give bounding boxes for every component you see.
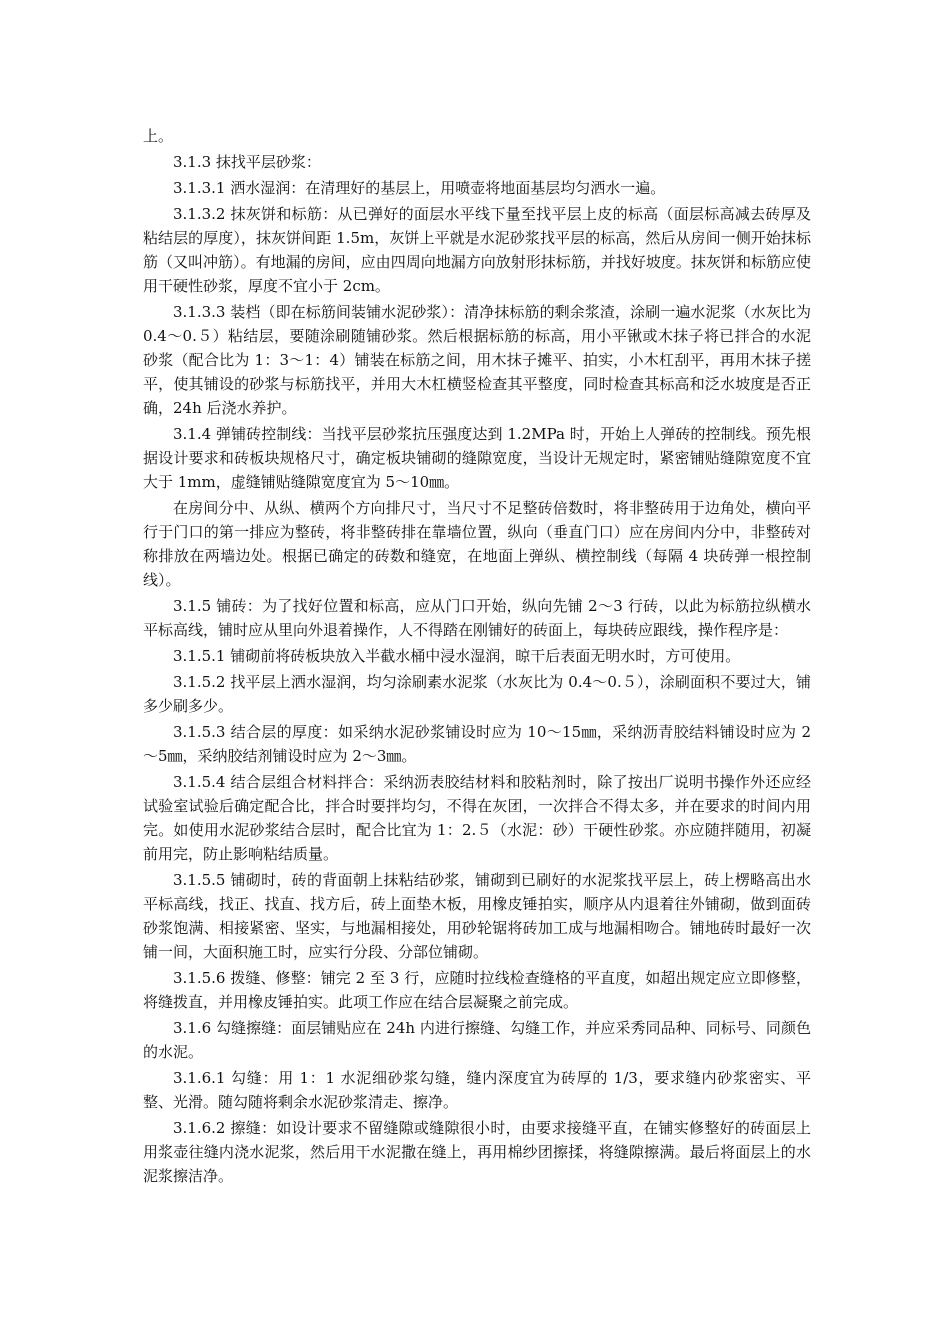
paragraph-3-1-4: 3.1.4 弹铺砖控制线：当找平层砂浆抗压强度达到 1.2MPa 时，开始上人弹砖的控制线。预先根据设计要求和砖板块规格尺寸，确定板块铺砌的缝隙宽度，当设计无规定时，紧密铺贴缝隙宽度不宜大于 1mm，虚缝铺贴缝隙宽度宜为 5～10㎜。 <box>143 425 811 491</box>
paragraph-3-1-5-6: 3.1.5.6 拨缝、修整：铺完 2 至 3 行，应随时拉线检查缝格的平直度，如超出规定应立即修整，将缝拨直，并用橡皮锤拍实。此项工作应在结合层凝聚之前完成。 <box>143 969 811 1011</box>
paragraph-3-1-6-2: 3.1.6.2 擦缝：如设计要求不留缝隙或缝隙很小时，由要求接缝平直，在铺实修整好的砖面层上用浆壶往缝内浇水泥浆，然后用干水泥撒在缝上，再用棉纱团擦揉，将缝隙擦满。最后将面层上的水泥浆擦洁净。 <box>143 1119 811 1185</box>
paragraph-3-1-5: 3.1.5 铺砖：为了找好位置和标高，应从门口开始，纵向先铺 2～3 行砖，以此为标筋拉纵横水平标高线，铺时应从里向外退着操作，人不得踏在刚铺好的砖面上，每块砖应跟线，操作程序是： <box>143 597 811 639</box>
paragraph-3-1-5-4: 3.1.5.4 结合层组合材料拌合：采纳沥表胶结材料和胶粘剂时，除了按出厂说明书操作外还应经试验室试验后确定配合比，拌合时要拌均匀，不得在灰团，一次拌合不得太多，并在要求的时间内用完。如使用水泥砂浆结合层时，配合比宜为 1：2.５（水泥：砂）干硬性砂浆。亦应随拌随用，初凝前用完，防止影响粘结质量。 <box>143 773 811 863</box>
document-page <box>143 124 811 1190</box>
paragraph-3-1-3-1: 3.1.3.1 洒水湿润：在清理好的基层上，用喷壶将地面基层均匀洒水一遍。 <box>173 179 666 197</box>
paragraph-continuation: 上。 <box>143 127 174 145</box>
section-3-1-3-heading: 3.1.3 抹找平层砂浆： <box>173 153 321 171</box>
paragraph-3-1-5-5: 3.1.5.5 铺砌时，砖的背面朝上抹粘结砂浆，铺砌到已刷好的水泥浆找平层上，砖上楞略高出水平标高线，找正、找直、找方后，砖上面垫木板，用橡皮锤拍实，顺序从内退着往外铺砌，做到面砖砂浆饱满、相接紧密、坚实，与地漏相接处，用砂轮锯将砖加工成与地漏相吻合。铺地砖时最好一次铺一间，大面积施工时，应实行分段、分部位铺砌。 <box>143 871 811 961</box>
paragraph-3-1-3-2: 3.1.3.2 抹灰饼和标筋：从已弹好的面层水平线下量至找平层上皮的标高（面层标高减去砖厚及粘结层的厚度），抹灰饼间距 1.5m，灰饼上平就是水泥砂浆找平层的标高，然后从房间一侧开始抹标筋（又叫冲筋）。有地漏的房间，应由四周向地漏方向放射形抹标筋，并找好坡度。抹灰饼和标筋应使用干硬性砂浆，厚度不宜小于 2cm。 <box>143 205 811 295</box>
paragraph-3-1-4-layout: 在房间分中、从纵、横两个方向排尺寸，当尺寸不足整砖倍数时，将非整砖用于边角处，横向平行于门口的第一排应为整砖，将非整砖排在靠墙位置，纵向（垂直门口）应在房间内分中，非整砖对称排放在两墙边处。根据已确定的砖数和缝宽，在地面上弹纵、横控制线（每隔 4 块砖弹一根控制线）。 <box>143 499 811 589</box>
paragraph-3-1-3-3: 3.1.3.3 装档（即在标筋间装铺水泥砂浆）：清净抹标筋的剩余浆渣，涂刷一遍水泥浆（水灰比为 0.4～0.５）粘结层，要随涂刷随铺砂浆。然后根据标筋的标高，用小平锹或木抹子将已拌合的水泥砂浆（配合比为 1：3～1：4）铺装在标筋之间，用木抹子摊平、拍实，小木杠刮平，再用木抹子搓平，使其铺设的砂浆与标筋找平，并用大木杠横竖检查其平整度，同时检查其标高和泛水坡度是否正确，24h 后浇水养护。 <box>143 303 811 417</box>
paragraph-3-1-5-1: 3.1.5.1 铺砌前将砖板块放入半截水桶中浸水湿润，晾干后表面无明水时，方可使用。 <box>173 647 741 665</box>
paragraph-3-1-5-3: 3.1.5.3 结合层的厚度：如采纳水泥砂浆铺设时应为 10～15㎜，采纳沥青胶结料铺设时应为 2～5㎜，采纳胶结剂铺设时应为 2～3㎜。 <box>143 723 811 765</box>
paragraph-3-1-5-2: 3.1.5.2 找平层上洒水湿润，均匀涂刷素水泥浆（水灰比为 0.4～0.５），涂刷面积不要过大，铺多少刷多少。 <box>143 673 811 715</box>
paragraph-3-1-6: 3.1.6 勾缝擦缝：面层铺贴应在 24h 内进行擦缝、勾缝工作，并应采秀同品种、同标号、同颜色的水泥。 <box>143 1019 811 1061</box>
paragraph-3-1-6-1: 3.1.6.1 勾缝：用 1：1 水泥细砂浆勾缝，缝内深度宜为砖厚的 1/3，要求缝内砂浆密实、平整、光滑。随勾随将剩余水泥砂浆清走、擦净。 <box>143 1069 811 1111</box>
